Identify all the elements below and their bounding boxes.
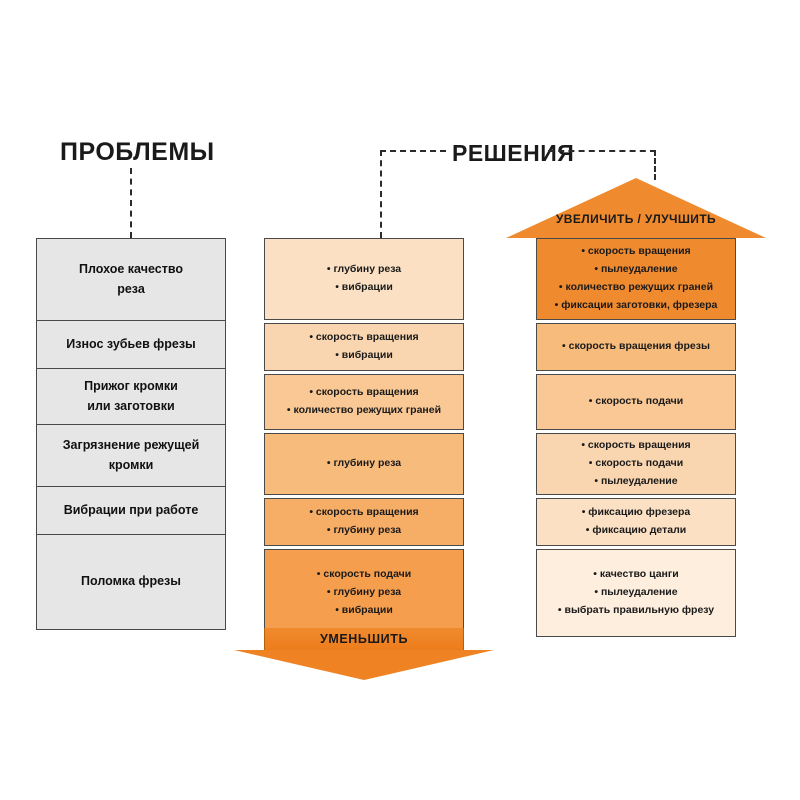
reduce-item: • глубину реза <box>327 584 401 602</box>
reduce-arrow-label: УМЕНЬШИТЬ <box>319 632 409 646</box>
problem-cell: Поломка фрезы <box>37 535 225 629</box>
reduce-item: • вибрации <box>335 347 393 365</box>
connector-solutions-left-down <box>380 150 382 238</box>
increase-cell <box>536 498 736 546</box>
increase-item: • количество режущих граней <box>559 279 713 297</box>
increase-item: • скорость вращения <box>581 437 690 455</box>
increase-column <box>536 238 736 640</box>
increase-item: • пылеудаление <box>594 261 677 279</box>
reduce-item: • вибрации <box>335 279 393 297</box>
increase-cell <box>536 433 736 495</box>
increase-item: • скорость подачи <box>589 393 683 411</box>
increase-item: • скорость подачи <box>589 455 683 473</box>
reduce-item: • скорость подачи <box>317 566 411 584</box>
increase-cell <box>536 238 736 320</box>
increase-arrow-label: УВЕЛИЧИТЬ / УЛУЧШИТЬ <box>555 212 717 226</box>
reduce-item: • глубину реза <box>327 261 401 279</box>
reduce-cell <box>264 498 464 546</box>
increase-item: • пылеудаление <box>594 584 677 602</box>
connector-problems <box>130 168 132 238</box>
connector-solutions-right-down <box>654 150 656 180</box>
increase-item: • фиксацию фрезера <box>582 504 691 522</box>
reduce-cell <box>264 433 464 495</box>
reduce-item: • скорость вращения <box>309 329 418 347</box>
reduce-item: • глубину реза <box>327 455 401 473</box>
increase-cell <box>536 323 736 371</box>
increase-cell <box>536 374 736 430</box>
problem-cell: Прижог кромки или заготовки <box>37 369 225 425</box>
problem-cell: Вибрации при работе <box>37 487 225 535</box>
increase-item: • фиксацию детали <box>586 522 686 540</box>
reduce-cell <box>264 549 464 637</box>
reduce-item: • глубину реза <box>327 522 401 540</box>
problem-cell: Износ зубьев фрезы <box>37 321 225 369</box>
increase-item: • выбрать правильную фрезу <box>558 602 714 620</box>
reduce-item: • скорость вращения <box>309 384 418 402</box>
reduce-item: • количество режущих граней <box>287 402 441 420</box>
increase-item: • пылеудаление <box>594 473 677 491</box>
problem-cell: Загрязнение режущей кромки <box>37 425 225 487</box>
reduce-column <box>264 238 464 640</box>
page-title-problems: ПРОБЛЕМЫ <box>60 138 215 166</box>
problem-cell: Плохое качество реза <box>37 239 225 321</box>
problems-column <box>36 238 226 630</box>
reduce-item: • вибрации <box>335 602 393 620</box>
increase-item: • фиксации заготовки, фрезера <box>555 297 718 315</box>
increase-item: • качество цанги <box>593 566 678 584</box>
reduce-item: • скорость вращения <box>309 504 418 522</box>
reduce-cell <box>264 374 464 430</box>
arrow-up-icon <box>506 178 766 238</box>
page-title-solutions: РЕШЕНИЯ <box>452 140 575 166</box>
arrow-down-icon <box>234 650 494 680</box>
reduce-cell <box>264 238 464 320</box>
connector-solutions-right-top <box>548 150 656 152</box>
connector-solutions-left-top <box>380 150 446 152</box>
increase-item: • скорость вращения фрезы <box>562 338 710 356</box>
increase-cell <box>536 549 736 637</box>
reduce-arrow <box>264 628 464 650</box>
reduce-cell <box>264 323 464 371</box>
increase-item: • скорость вращения <box>581 243 690 261</box>
